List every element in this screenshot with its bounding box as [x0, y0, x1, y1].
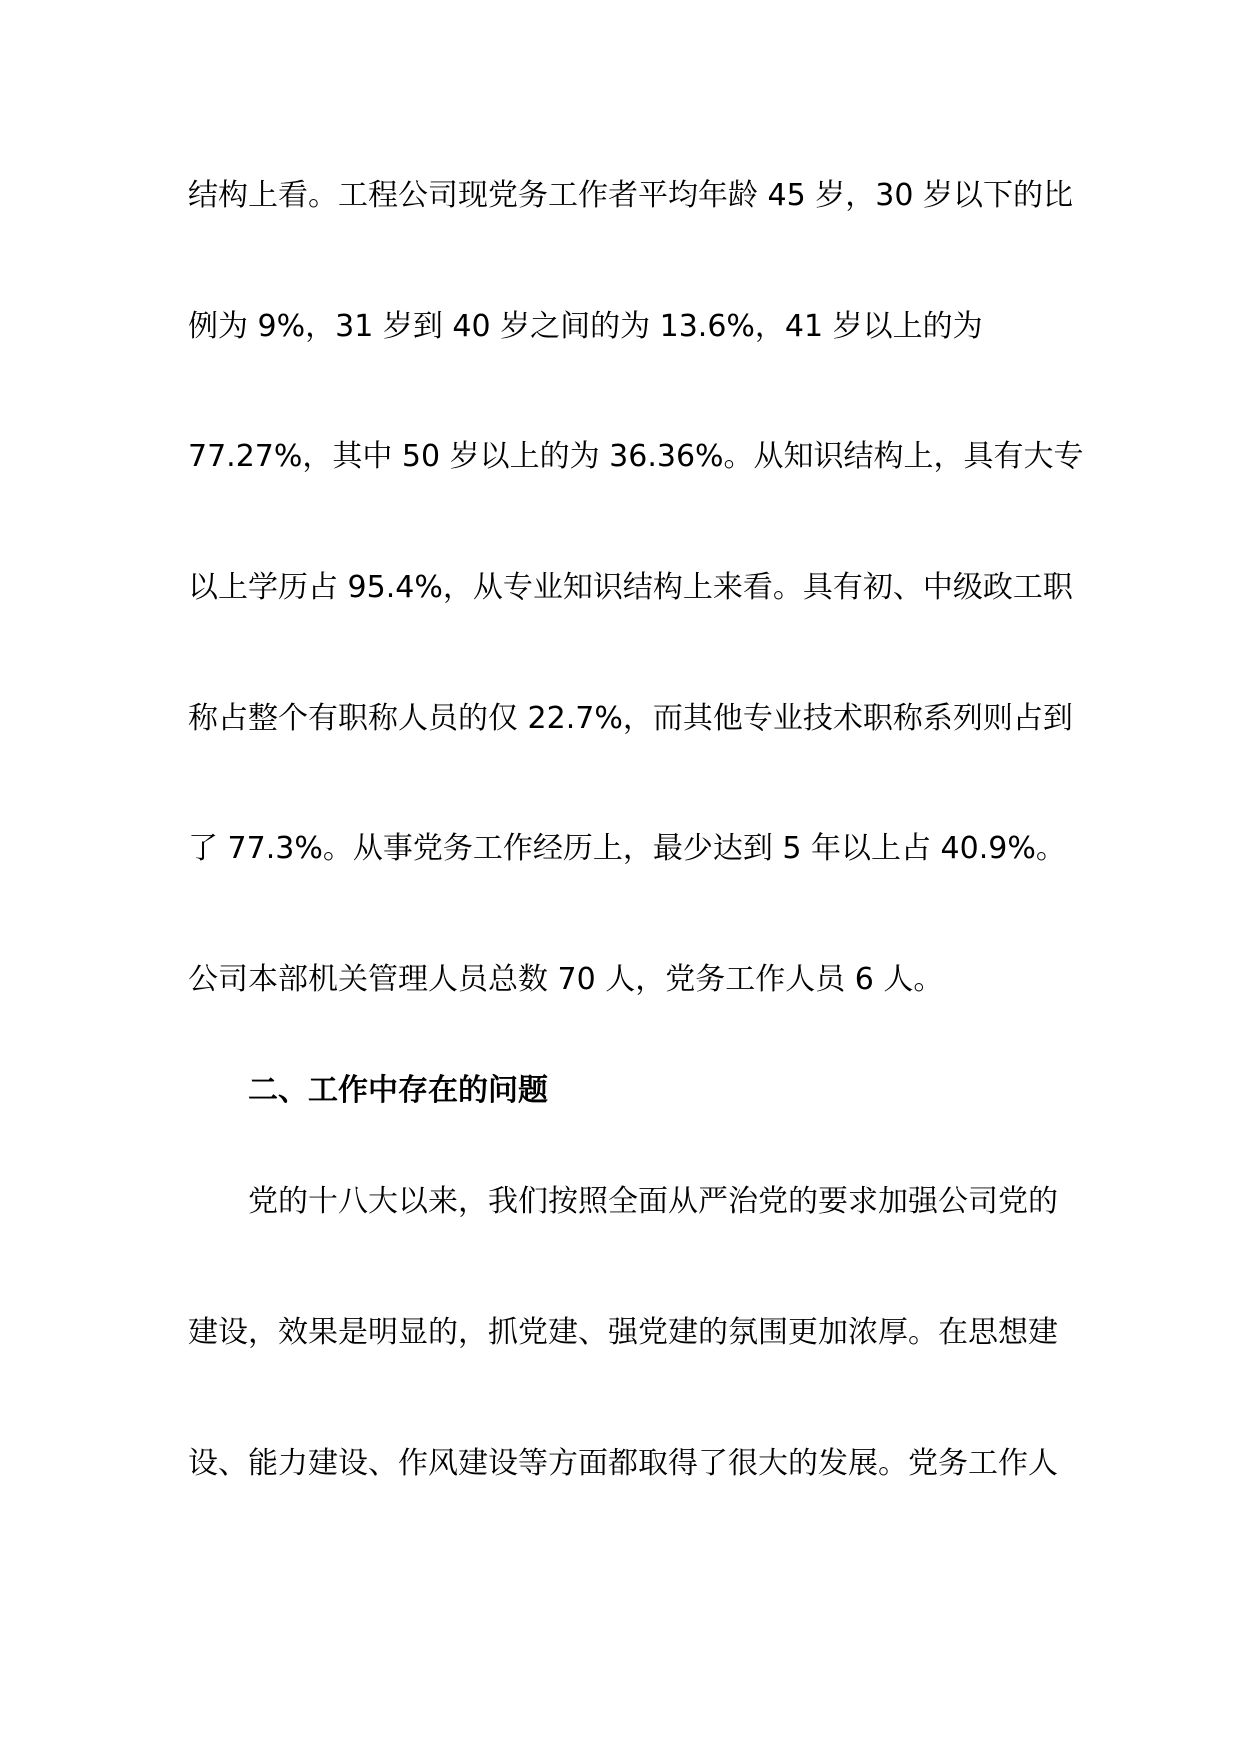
paragraph-line: 党的十八大以来，我们按照全面从严治党的要求加强公司党的 — [248, 1184, 1058, 1219]
paragraph-line: 称占整个有职称人员的仅 22.7%，而其他专业技术职称系列则占到 — [188, 701, 1073, 736]
paragraph-line: 了 77.3%。从事党务工作经历上，最少达到 5 年以上占 40.9%。 — [188, 831, 1066, 866]
paragraph-line: 建设，效果是明显的，抓党建、强党建的氛围更加浓厚。在思想建 — [188, 1315, 1058, 1350]
section-heading: 二、工作中存在的问题 — [248, 1073, 548, 1108]
paragraph-line: 例为 9%，31 岁到 40 岁之间的为 13.6%，41 岁以上的为 — [188, 309, 983, 344]
paragraph-line: 77.27%，其中 50 岁以上的为 36.36%。从知识结构上，具有大专 — [188, 439, 1084, 474]
paragraph-line: 公司本部机关管理人员总数 70 人，党务工作人员 6 人。 — [188, 962, 944, 997]
paragraph-line: 结构上看。工程公司现党务工作者平均年龄 45 岁，30 岁以下的比 — [188, 178, 1073, 213]
paragraph-line: 设、能力建设、作风建设等方面都取得了很大的发展。党务工作人 — [188, 1446, 1058, 1481]
paragraph-line: 以上学历占 95.4%，从专业知识结构上来看。具有初、中级政工职 — [188, 570, 1073, 605]
